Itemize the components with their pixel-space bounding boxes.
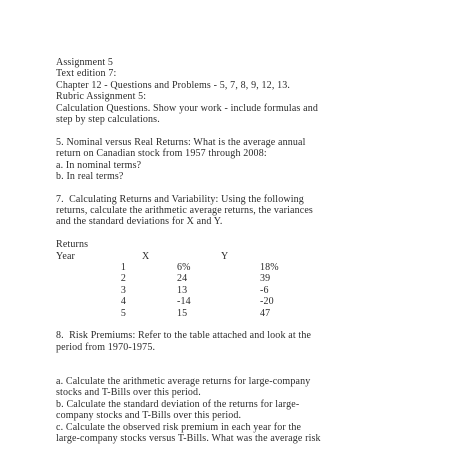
- table-row: [56, 296, 446, 307]
- question-8-part-a-1: a. Calculate the arithmetic average returns for large-company: [56, 375, 311, 387]
- spacer: [56, 319, 446, 330]
- row-year: 1: [120, 262, 126, 274]
- question-8-part-a-2: stocks and T-Bills over this period.: [56, 387, 201, 399]
- question-8-part-b-2: company stocks and T-Bills over this period.: [56, 410, 242, 422]
- row-x-value: 15: [177, 307, 188, 319]
- question-8-line-2: period from 1970-1975.: [56, 341, 156, 353]
- question-7-line-2: returns, calculate the arithmetic average returns, the variances: [56, 205, 313, 217]
- table-row: [56, 308, 446, 319]
- row-year: 4: [120, 296, 126, 308]
- question-7-line-3: and the standard deviations for X and Y.: [56, 216, 223, 228]
- document-page: [56, 57, 446, 444]
- column-header-year: Year: [56, 250, 76, 262]
- spacer: [56, 228, 446, 239]
- returns-table-title: [56, 239, 446, 250]
- question-5-part-b: b. In real terms?: [56, 170, 124, 182]
- table-row: [56, 273, 446, 284]
- question-8-part-c-1: c. Calculate the observed risk premium in each year for the: [56, 421, 302, 433]
- question-8-line-1: 8. Risk Premiums: Refer to the table attached and look at the: [56, 330, 312, 342]
- row-y-value: -6: [260, 284, 269, 296]
- table-row: [56, 285, 446, 296]
- spacer: [56, 353, 446, 376]
- spacer: [56, 125, 446, 136]
- row-year: 3: [120, 284, 126, 296]
- row-y-value: 39: [260, 273, 271, 285]
- chapter-line: Chapter 12 - Questions and Problems - 5, 7, 8, 9, 12, 13.: [56, 79, 291, 91]
- column-header-x: X: [142, 250, 150, 262]
- column-header-y: Y: [221, 250, 229, 262]
- calc-instructions-1: Calculation Questions. Show your work - include formulas and: [56, 102, 319, 114]
- row-x-value: -14: [177, 296, 191, 308]
- question-8-part-c-2: large-company stocks versus T-Bills. What was the average risk: [56, 432, 321, 444]
- question-5-line-1: 5. Nominal versus Real Returns: What is the average annual: [56, 136, 306, 148]
- row-x-value: 13: [177, 284, 188, 296]
- question-8-part-b-1: b. Calculate the standard deviation of the returns for large-: [56, 398, 300, 410]
- table-row: [56, 262, 446, 273]
- returns-table-header: [56, 251, 446, 262]
- question-5-part-a: a. In nominal terms?: [56, 159, 142, 171]
- text-edition: Text edition 7:: [56, 68, 117, 80]
- row-year: 2: [120, 273, 126, 285]
- rubric-line: Rubric Assignment 5:: [56, 91, 147, 103]
- question-7-line-1: 7. Calculating Returns and Variability: Using the following: [56, 193, 304, 205]
- row-y-value: -20: [260, 296, 274, 308]
- spacer: [56, 182, 446, 193]
- row-x-value: 6%: [177, 262, 191, 274]
- row-y-value: 47: [260, 307, 271, 319]
- row-x-value: 24: [177, 273, 188, 285]
- question-5-line-2: return on Canadian stock from 1957 through 2008:: [56, 148, 267, 160]
- row-year: 5: [120, 307, 126, 319]
- returns-title: Returns: [56, 239, 89, 251]
- returns-table: [56, 239, 446, 319]
- calc-instructions-2: step by step calculations.: [56, 113, 160, 125]
- assignment-title: Assignment 5: [56, 57, 114, 68]
- row-y-value: 18%: [260, 262, 279, 274]
